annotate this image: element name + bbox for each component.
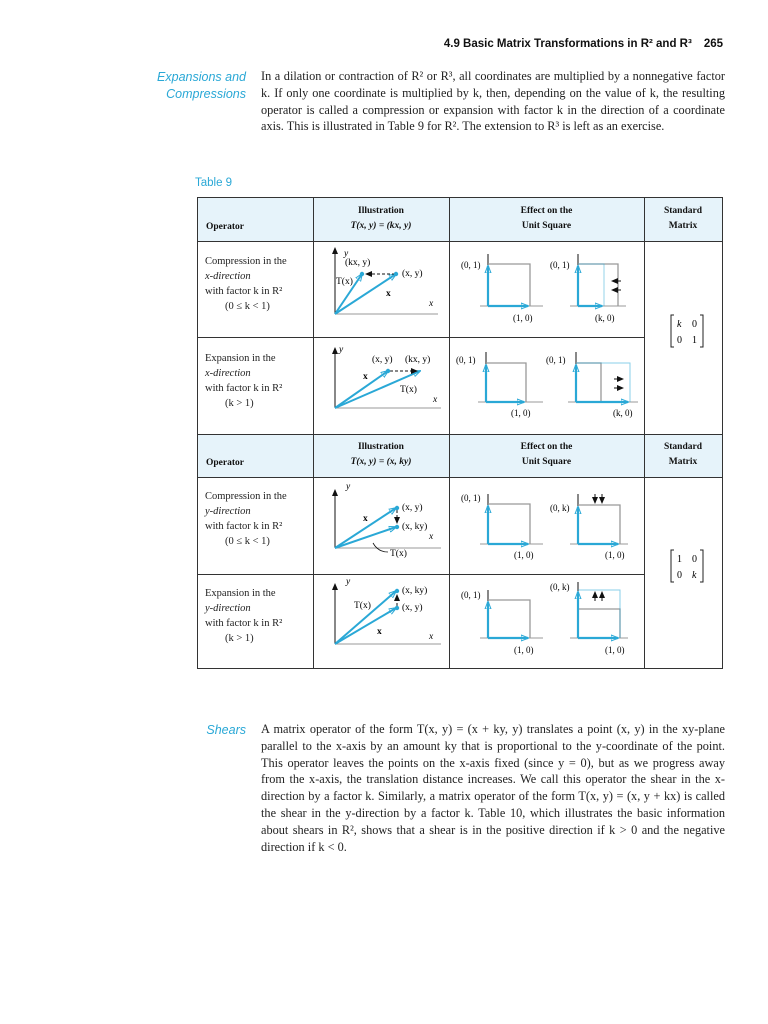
- header-matrix: [644, 435, 722, 478]
- header-matrix-line1: Standard: [663, 442, 702, 452]
- matrix-entry: 0: [692, 319, 697, 330]
- table-figures: [198, 198, 644, 668]
- point-label: (0, 1): [461, 590, 481, 600]
- operator-text: with factor k in R²: [205, 383, 283, 394]
- operator-condition: (0 ≤ k < 1): [225, 536, 270, 547]
- unit-square-expansion-y: [461, 582, 628, 655]
- vector-label: T(x): [390, 549, 407, 559]
- axis-label: y: [344, 249, 349, 259]
- operator-condition: (0 ≤ k < 1): [225, 301, 270, 312]
- section-label-line1: Expansions and: [157, 70, 246, 84]
- matrix-x: [644, 311, 722, 351]
- point-label: (x, y): [402, 603, 423, 613]
- point-label: (kx, y): [345, 258, 371, 268]
- section-label-expansions: [116, 69, 246, 103]
- header-effect-line1: Effect on the: [520, 442, 573, 452]
- matrix-entry: 0: [677, 335, 682, 346]
- axis-label: y: [346, 482, 351, 492]
- operator-text: Expansion in the: [205, 588, 276, 599]
- point-label: (1, 0): [605, 645, 625, 655]
- paragraph-expansions: In a dilation or contraction of R² or R³, all coordinates are multiplied by a nonnegative factor k. If only one coordinate is multiplied by k, then, depending on the value of k, the resulting operator is called a compression or expansion with factor k in the direction of a coordinate axis. This is illustrated in Table 9 for R². The extension to R³ is left as an exercise.: [261, 69, 725, 134]
- matrix-entry: k: [677, 319, 682, 330]
- point-label: (1, 0): [514, 550, 534, 560]
- section-label-shears: Shears: [206, 723, 246, 737]
- illustration-compression-x: [335, 248, 438, 314]
- header-matrix-line2: Matrix: [668, 457, 698, 467]
- paragraph-shears: A matrix operator of the form T(x, y) = (x + ky, y) translates a point (x, y) in the xy-plane parallel to the x-axis by an amount ky that is proportional to the y-coordinate of the point. This operator leaves the points on the x-axis fixed (since y = 0), but as we progress away from the x-axis, the translation distance increases. We call this operator the shear in the x-direction by a factor k. Similarly, a matrix operator of the form T(x, y) = (x, y + kx) is called the shear in the y-direction by a factor k. Table 10, which illustrates the basic information about shears in R², shows that a shear is in the positive direction if k > 0 and the negative direction if k < 0.: [261, 722, 725, 854]
- point-label: (x, y): [402, 269, 423, 279]
- page-number: 265: [703, 38, 723, 50]
- operator-text: with factor k in R²: [205, 618, 283, 629]
- point-label: (kx, y): [405, 355, 431, 365]
- vector-label: x: [363, 514, 368, 524]
- point-label: (k, 0): [613, 408, 633, 418]
- unit-square-compression-x: [461, 254, 626, 323]
- axis-label: x: [429, 632, 434, 642]
- point-label: (0, 1): [550, 260, 570, 270]
- point-label: (x, ky): [402, 522, 428, 532]
- operator-text: Compression in the: [205, 256, 287, 267]
- illustration-expansion-y: [335, 577, 441, 644]
- header-illustration-formula: T(x, y) = (x, ky): [350, 457, 412, 467]
- vector-label: x: [363, 372, 368, 382]
- operator-condition: (k > 1): [225, 633, 254, 644]
- matrix-entry: 1: [692, 335, 697, 346]
- vector-label: T(x): [354, 601, 371, 611]
- point-label: (1, 0): [514, 645, 534, 655]
- table-9: [197, 197, 723, 669]
- point-label: (0, 1): [461, 260, 481, 270]
- operator-text: y-direction: [205, 506, 251, 517]
- matrix-y: [644, 546, 722, 586]
- unit-square-expansion-x: [456, 352, 638, 418]
- header-effect-line2: Unit Square: [521, 457, 572, 467]
- unit-square-compression-y: [461, 493, 628, 560]
- matrix-entry: 0: [677, 570, 682, 581]
- matrix-entry: 1: [677, 554, 682, 565]
- matrix-entry: 0: [692, 554, 697, 565]
- axis-label: y: [346, 577, 351, 587]
- col-divider: [644, 198, 645, 668]
- point-label: (1, 0): [513, 313, 533, 323]
- axis-label: x: [433, 395, 438, 405]
- header-title: 4.9 Basic Matrix Transformations in R² and R³: [443, 38, 692, 50]
- header-matrix-line2: Matrix: [668, 221, 698, 231]
- header-matrix: [644, 198, 722, 241]
- point-label: (x, y): [402, 503, 423, 513]
- point-label: (k, 0): [595, 313, 615, 323]
- section-label-line2: Compressions: [166, 87, 246, 101]
- operator-text: x-direction: [205, 368, 251, 379]
- table-label: Table 9: [195, 177, 233, 189]
- running-header: [444, 38, 723, 50]
- vector-label: x: [386, 289, 391, 299]
- point-label: (0, 1): [546, 355, 566, 365]
- point-label: (x, ky): [402, 586, 428, 596]
- axis-label: x: [429, 532, 434, 542]
- illustration-compression-y: [335, 482, 441, 559]
- axis-label: y: [339, 345, 344, 355]
- point-label: (0, k): [550, 503, 570, 513]
- operator-text: y-direction: [205, 603, 251, 614]
- header-illustration-formula: T(x, y) = (kx, y): [350, 221, 412, 231]
- vector-label: T(x): [336, 277, 353, 287]
- operator-text: Expansion in the: [205, 353, 276, 364]
- operator-text: x-direction: [205, 271, 251, 282]
- point-label: (0, k): [550, 582, 570, 592]
- header-effect-line1: Effect on the: [520, 206, 573, 216]
- operator-text: with factor k in R²: [205, 286, 283, 297]
- matrix-entry: k: [692, 570, 697, 581]
- point-label: (1, 0): [511, 408, 531, 418]
- point-label: (x, y): [372, 355, 393, 365]
- header-operator: Operator: [206, 222, 244, 232]
- illustration-expansion-x: [335, 345, 441, 408]
- point-label: (1, 0): [605, 550, 625, 560]
- vector-label: x: [377, 627, 382, 637]
- operator-condition: (k > 1): [225, 398, 254, 409]
- axis-label: x: [429, 299, 434, 309]
- header-operator: Operator: [206, 458, 244, 468]
- vector-label: T(x): [400, 385, 417, 395]
- point-label: (0, 1): [461, 493, 481, 503]
- operator-text: with factor k in R²: [205, 521, 283, 532]
- header-effect-line2: Unit Square: [521, 221, 572, 231]
- header-matrix-line1: Standard: [663, 206, 702, 216]
- header-illustration-title: Illustration: [358, 206, 404, 216]
- point-label: (0, 1): [456, 355, 476, 365]
- operator-text: Compression in the: [205, 491, 287, 502]
- header-illustration-title: Illustration: [358, 442, 404, 452]
